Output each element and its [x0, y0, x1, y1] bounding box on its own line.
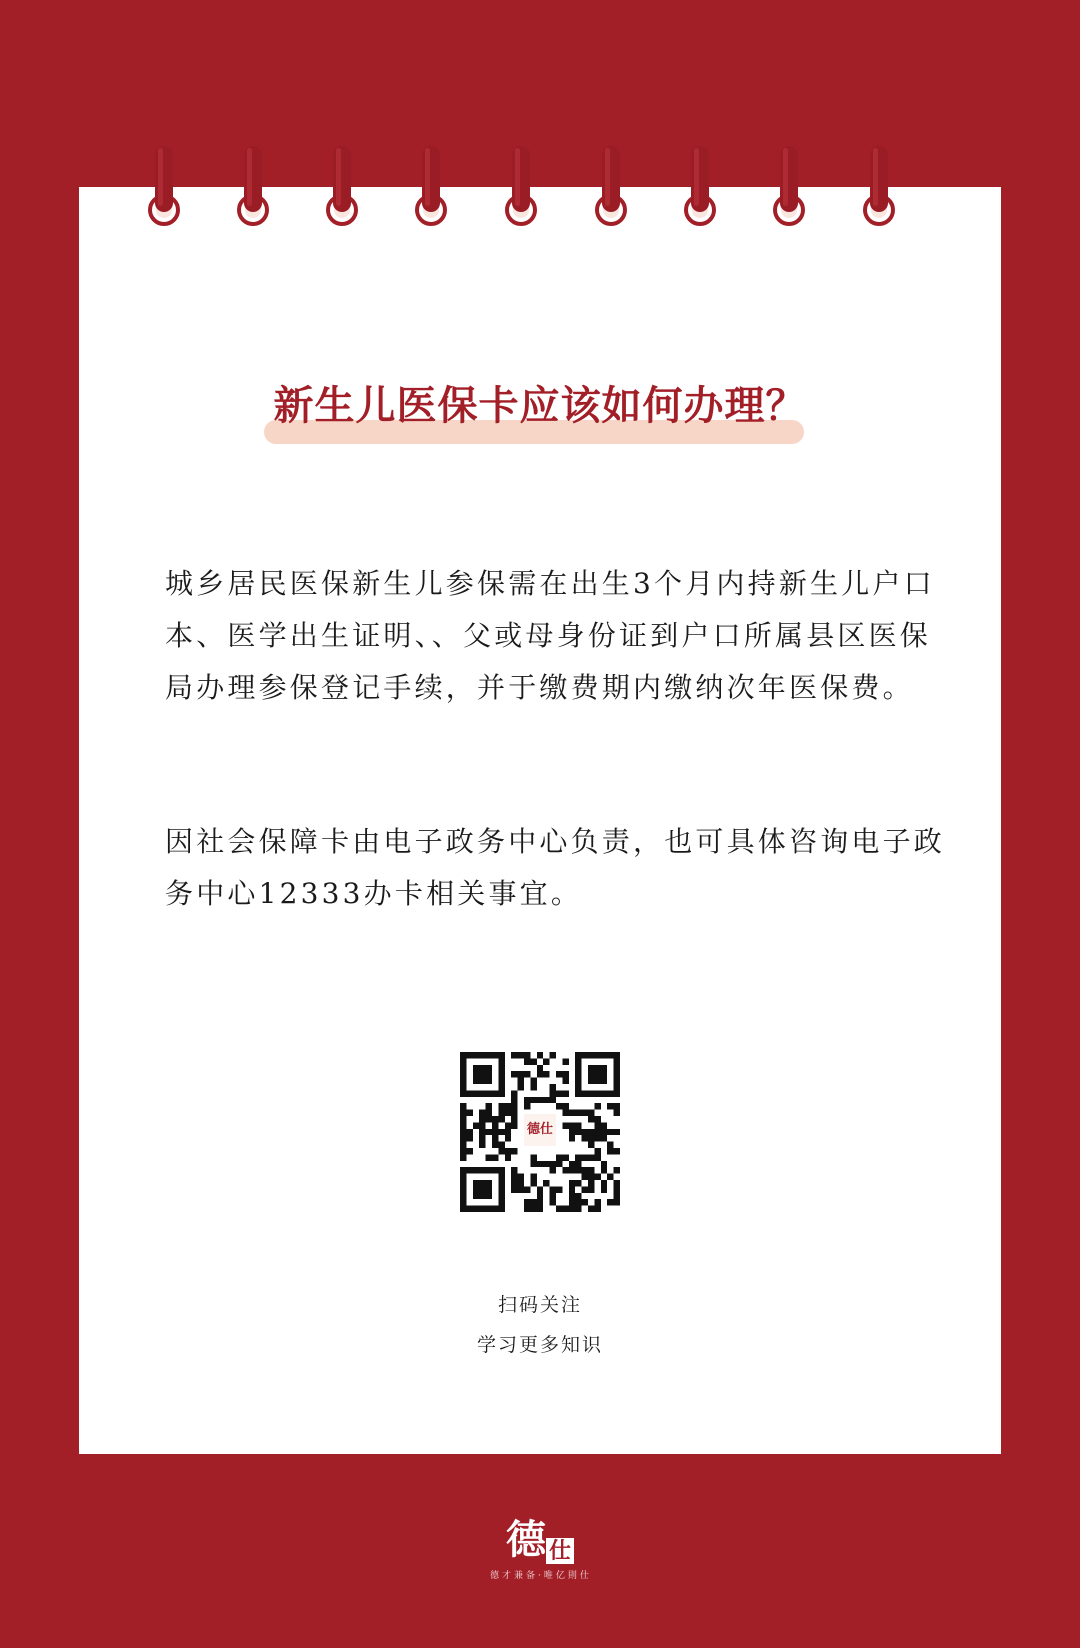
- brand-slogan: 德才兼备·唯亿則仕: [490, 1571, 592, 1581]
- binder-ring: [594, 146, 628, 230]
- binder-ring: [147, 146, 181, 230]
- brand-logo-char-de: 德: [505, 1516, 542, 1563]
- qr-caption-follow: 扫码关注: [497, 1294, 582, 1316]
- brand-logo-mark: [490, 1516, 590, 1564]
- binder-ring: [683, 146, 717, 230]
- paragraph-enrollment: 城乡居民医保新生儿参保需在出生3个月内持新生儿户口本、医学出生证明、、父或母身份证到户口所属县区医保局办理参保登记手续，并于缴费期内缴纳次年医保费。: [165, 567, 935, 704]
- binder-ring: [772, 146, 806, 230]
- binder-ring: [325, 146, 359, 230]
- brand-logo-char-shi: 仕: [546, 1538, 574, 1564]
- page-title: 新生儿医保卡应该如何办理？: [273, 383, 807, 429]
- binder-ring: [236, 146, 270, 230]
- qr-center-logo-text: 德仕: [524, 1114, 556, 1146]
- paragraph-consultation: 因社会保障卡由电子政务中心负责，也可具体咨询电子政务中心12333办卡相关事宜。: [165, 825, 946, 910]
- title-container: [0, 378, 1080, 434]
- qr-caption-learn: 学习更多知识: [476, 1334, 603, 1356]
- binder-ring: [862, 146, 896, 230]
- binder-ring: [414, 146, 448, 230]
- brand-logo: [490, 1516, 590, 1581]
- binder-ring: [504, 146, 538, 230]
- qr-center-logo: [522, 1112, 558, 1148]
